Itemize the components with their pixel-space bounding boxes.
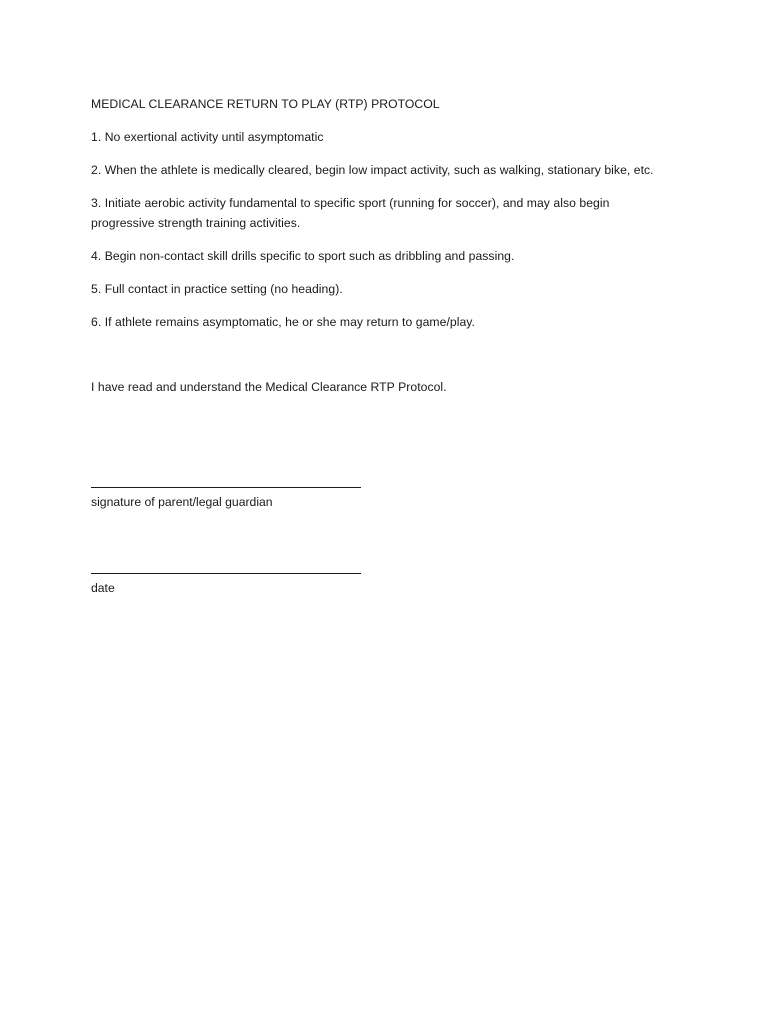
protocol-step-6: 6. If athlete remains asymptomatic, he or she may return to game/play. [91, 315, 475, 329]
parent-signature-line[interactable] [91, 487, 361, 488]
date-block [91, 573, 361, 597]
document-body [91, 94, 691, 397]
date-label: date [91, 581, 115, 595]
protocol-step-2: 2. When the athlete is medically cleared, begin low impact activity, such as walking, stationary bike, etc. [91, 163, 654, 177]
page-title: MEDICAL CLEARANCE RETURN TO PLAY (RTP) PROTOCOL [91, 97, 440, 111]
protocol-step-5: 5. Full contact in practice setting (no heading). [91, 282, 343, 296]
protocol-step-1: 1. No exertional activity until asymptomatic [91, 130, 324, 144]
acknowledgement-statement: I have read and understand the Medical Clearance RTP Protocol. [91, 380, 447, 394]
parent-signature-label: signature of parent/legal guardian [91, 495, 273, 509]
parent-signature-block [91, 487, 361, 511]
protocol-step-3: 3. Initiate aerobic activity fundamental to specific sport (running for soccer), and may also begin progressive strength training activities. [91, 196, 610, 230]
protocol-step-4: 4. Begin non-contact skill drills specific to sport such as dribbling and passing. [91, 249, 515, 263]
date-line[interactable] [91, 573, 361, 574]
